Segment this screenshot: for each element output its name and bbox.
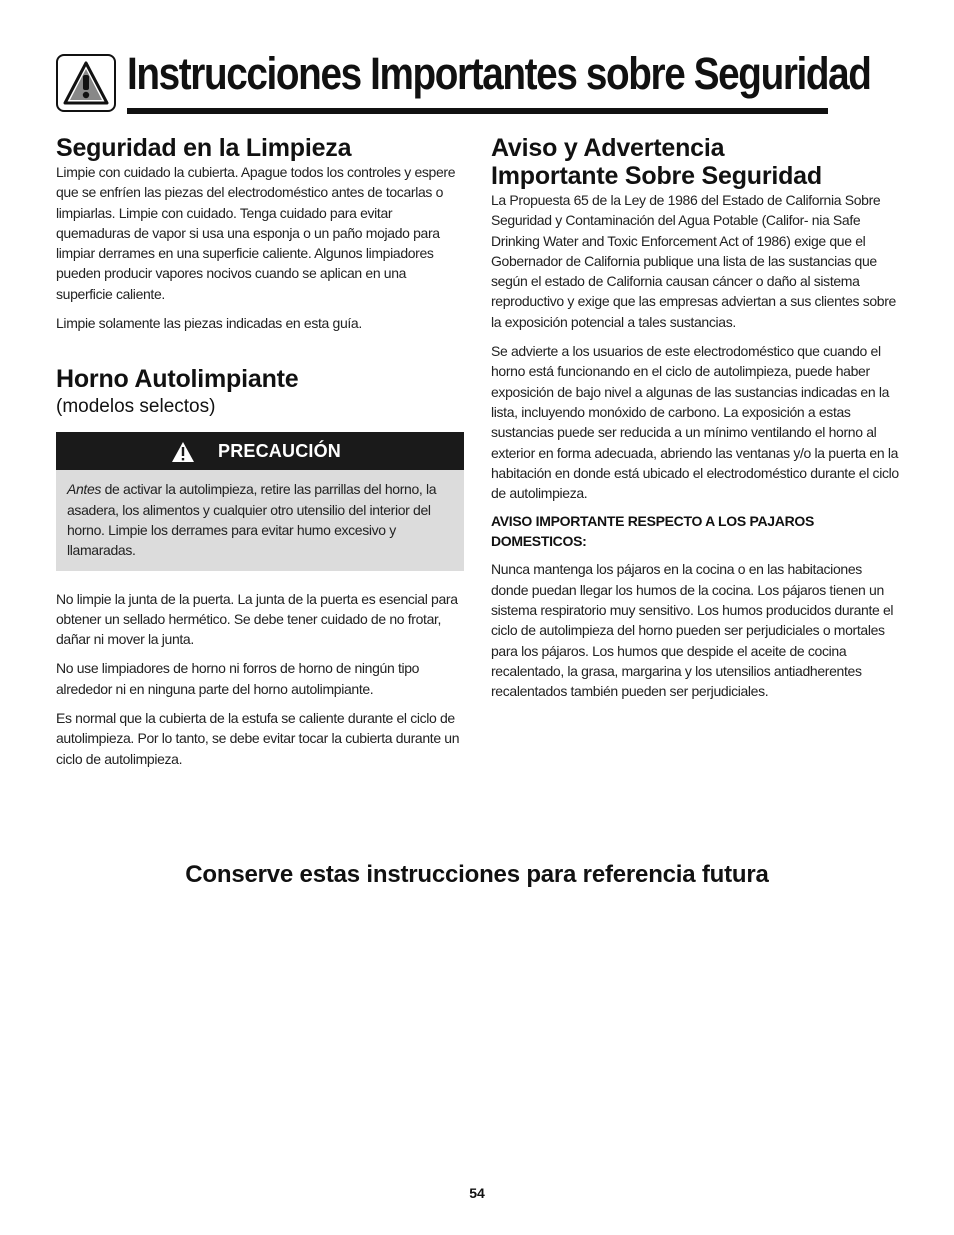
caution-header — [56, 432, 464, 470]
right-column — [491, 134, 901, 711]
notice-paragraph: La Propuesta 65 de la Ley de 1986 del Estado de California Sobre Seguridad y Contaminación del Agua Potable (Califor- nia Safe Drinking Water and Toxic Enforcement Act of 1986) exige que el Gobernador de California publique una lista de las sustancias que según el estado de California causan cáncer o daño al sistema reproductivo y exige que las empresas adviertan a sus clientes sobre la exposición potencial a tales sustancias. — [491, 192, 896, 330]
caution-body — [56, 470, 464, 570]
caution-text-rest: de activar la autolimpieza, retire las parrillas del horno, la asadera, los alimentos y cualquier otro utensilio del interior del horno. Limpie los derrames para evitar humo excesivo y llamaradas. — [67, 481, 437, 559]
warning-triangle-icon — [171, 441, 207, 463]
self-clean-oven-heading: Horno Autolimpiante — [56, 365, 299, 394]
notice-heading-line2: Importante Sobre Seguridad — [491, 162, 822, 190]
self-clean-paragraph: No use limpiadores de horno ni forros de horno de ningún tipo alrededor ni en ninguna parte del horno autolimpiante. — [56, 660, 420, 697]
self-clean-oven-subtitle: (modelos selectos) — [56, 396, 216, 418]
page-number: 54 — [469, 1185, 485, 1201]
save-instructions-note: Conserve estas instrucciones para referencia futura — [185, 861, 769, 888]
page-title: Instrucciones Importantes sobre Seguridad — [127, 48, 871, 99]
title-underline — [127, 108, 828, 114]
birds-notice-paragraph: Nunca mantenga los pájaros en la cocina o en las habitaciones donde puedan llegar los humos de la cocina. Los pájaros tienen un sistema respiratorio muy sensitivo. Los humos producidos durante el ciclo de autolimpieza del horno pueden ser perjudiciales o mortales para los pájaros. Los humos que despide el aceite de cocina recalentado, la grasa, margarina y los utensilios antiadherentes recalentados también pueden ser perjudiciales. — [491, 561, 894, 700]
caution-label: PRECAUCIÓN — [218, 441, 342, 462]
warning-exclamation-icon — [56, 54, 116, 112]
caution-box — [56, 432, 464, 570]
notice-paragraph: Se advierte a los usuarios de este electrodoméstico que cuando el horno está funcionando en el ciclo de autolimpieza, puede haber exposición de bajo nivel a algunas de las sustancias indicadas en la lista, incluyendo monóxido de carbono. La exposición a estas sustancias puede ser reducida a un mínimo ventilando el horno al exterior en forma adecuada, abriendo las ventanas y/o la puerta en la habitación en donde está ubicado el electrodoméstico durante el ciclo de autolimpieza. — [491, 343, 899, 502]
birds-notice-heading: AVISO IMPORTANTE RESPECTO A LOS PAJAROS DOMESTICOS: — [491, 513, 815, 550]
left-column — [56, 134, 464, 778]
caution-lead-word: Antes — [67, 481, 102, 498]
cleaning-safety-heading: Seguridad en la Limpieza — [56, 134, 352, 162]
self-clean-paragraph: Es normal que la cubierta de la estufa se caliente durante el ciclo de autolimpieza. Por lo tanto, se debe evitar tocar la cubierta durante un ciclo de autolimpieza. — [56, 710, 460, 767]
cleaning-safety-paragraph: Limpie solamente las piezas indicadas en esta guía. — [56, 315, 362, 332]
self-clean-paragraph: No limpie la junta de la puerta. La junta de la puerta es esencial para obtener un sellado hermético. Se debe tener cuidado de no frotar, dañar ni mover la junta. — [56, 590, 458, 648]
caution-text — [67, 479, 452, 560]
page-header — [56, 48, 871, 114]
notice-heading-line1: Aviso y Advertencia — [491, 134, 725, 162]
notice-heading — [491, 134, 901, 190]
cleaning-safety-paragraph: Limpie con cuidado la cubierta. Apague todos los controles y espere que se enfríen las piezas del electrodoméstico antes de tocarlas o limpiarlas. Limpie con cuidado. Tenga cuidado para evitar quemaduras de vapor si usa una esponja o un paño mojado para limpiar derrames en una superficie caliente. Algunos limpiadores pueden producir vapores nocivos cuando se aplican en una superficie caliente. — [56, 164, 456, 302]
